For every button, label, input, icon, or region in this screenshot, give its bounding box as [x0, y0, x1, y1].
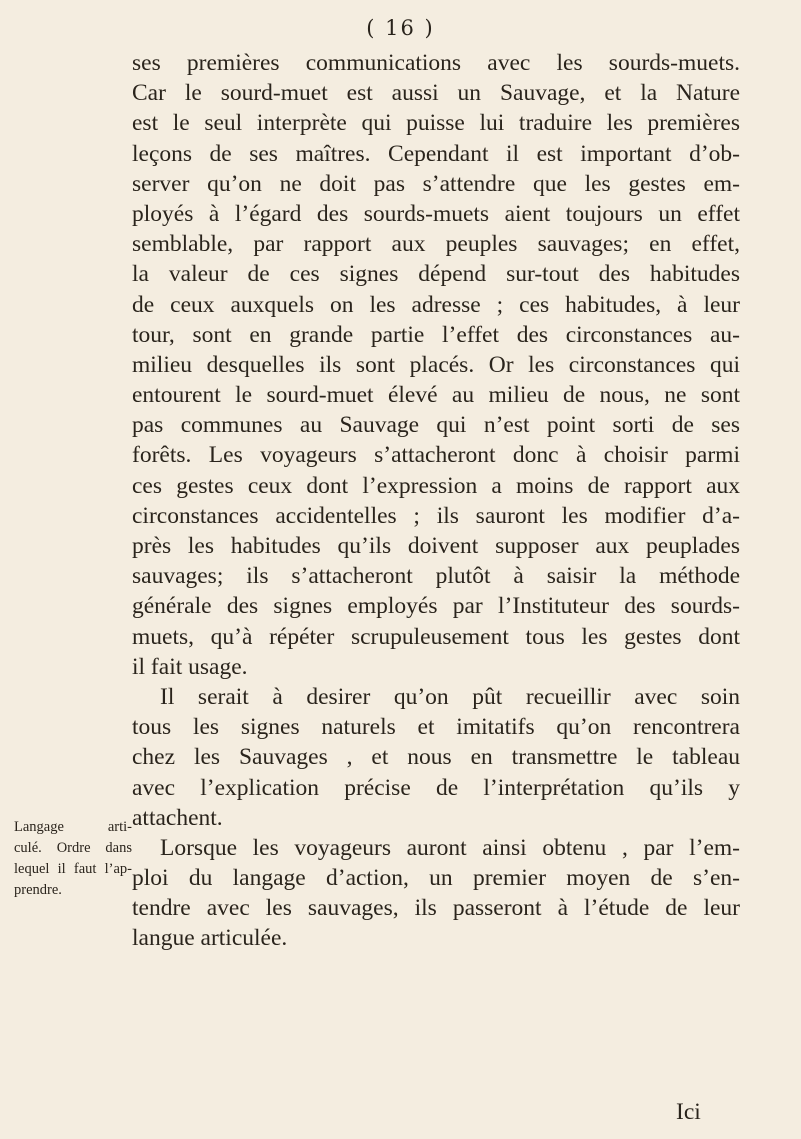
margin-note-line: culé. Ordre dans [14, 840, 132, 856]
page-number: ( 16 ) [366, 16, 435, 40]
text-line: leçons de ses maîtres. Cependant il est important d’ob- [132, 140, 740, 167]
text-line: server qu’on ne doit pas s’attendre que les gestes em- [132, 170, 740, 197]
margin-note-line: prendre. [14, 882, 62, 898]
text-line: ses premières communications avec les sourds-muets. [132, 50, 740, 76]
text-line: muets, qu’à répéter scrupuleusement tous les gestes dont [132, 623, 740, 650]
text-line: Car le sourd-muet est aussi un Sauvage, et la Nature [132, 80, 740, 107]
text-line: tendre avec les sauvages, ils passeront à l’étude de leur [132, 895, 740, 922]
text-line: ces gestes ceux dont l’expression a moins de rapport aux [132, 472, 740, 499]
text-line: semblable, par rapport aux peuples sauvages; en effet, [132, 231, 740, 258]
margin-note-line: lequel il faut l’ap- [14, 861, 132, 877]
text-line: générale des signes employés par l’Instituteur des sourds- [132, 593, 740, 620]
text-line: est le seul interprète qui puisse lui traduire les premières [132, 110, 740, 137]
text-line: avec l’explication précise de l’interprétation qu’ils y [132, 774, 740, 801]
text-line: entourent le sourd-muet élevé au milieu de nous, ne sont [132, 382, 740, 409]
paragraph-3 [132, 833, 740, 954]
text-line: forêts. Les voyageurs s’attacheront donc à choisir parmi [132, 442, 740, 469]
text-line: tour, sont en grande partie l’effet des circonstances au- [132, 321, 740, 348]
text-line: circonstances accidentelles ; ils sauront les modifier d’a- [132, 502, 740, 529]
paragraph-1 [132, 48, 740, 682]
text-line: il fait usage. [132, 653, 248, 680]
text-line: la valeur de ces signes dépend sur-tout des habitudes [132, 261, 740, 288]
text-line: sauvages; ils s’attacheront plutôt à saisir la méthode [132, 563, 740, 590]
body-text [132, 48, 740, 954]
text-line: de ceux auxquels on les adresse ; ces habitudes, à leur [132, 291, 740, 318]
text-line: près les habitudes qu’ils doivent supposer aux peuplades [132, 533, 740, 559]
text-line: tous les signes naturels et imitatifs qu’on rencontrera [132, 714, 740, 741]
catchword: Ici [676, 1099, 701, 1125]
paragraph-2 [132, 682, 740, 833]
margin-note [14, 817, 132, 901]
text-line: pas communes au Sauvage qui n’est point sorti de ses [132, 412, 740, 439]
text-line: attachent. [132, 804, 223, 831]
text-line: chez les Sauvages , et nous en transmettre le tableau [132, 744, 740, 771]
text-line: ployés à l’égard des sourds-muets aient toujours un effet [132, 200, 740, 227]
text-line: milieu desquelles ils sont placés. Or les circonstances qui [132, 351, 740, 378]
text-line: Lorsque les voyageurs auront ainsi obtenu , par l’em- [160, 834, 740, 861]
text-line: ploi du langage d’action, un premier moyen de s’en- [132, 865, 740, 892]
margin-note-line: Langage arti- [14, 819, 132, 835]
text-line: langue articulée. [132, 925, 288, 952]
text-line: Il serait à desirer qu’on pût recueillir avec soin [160, 683, 740, 710]
